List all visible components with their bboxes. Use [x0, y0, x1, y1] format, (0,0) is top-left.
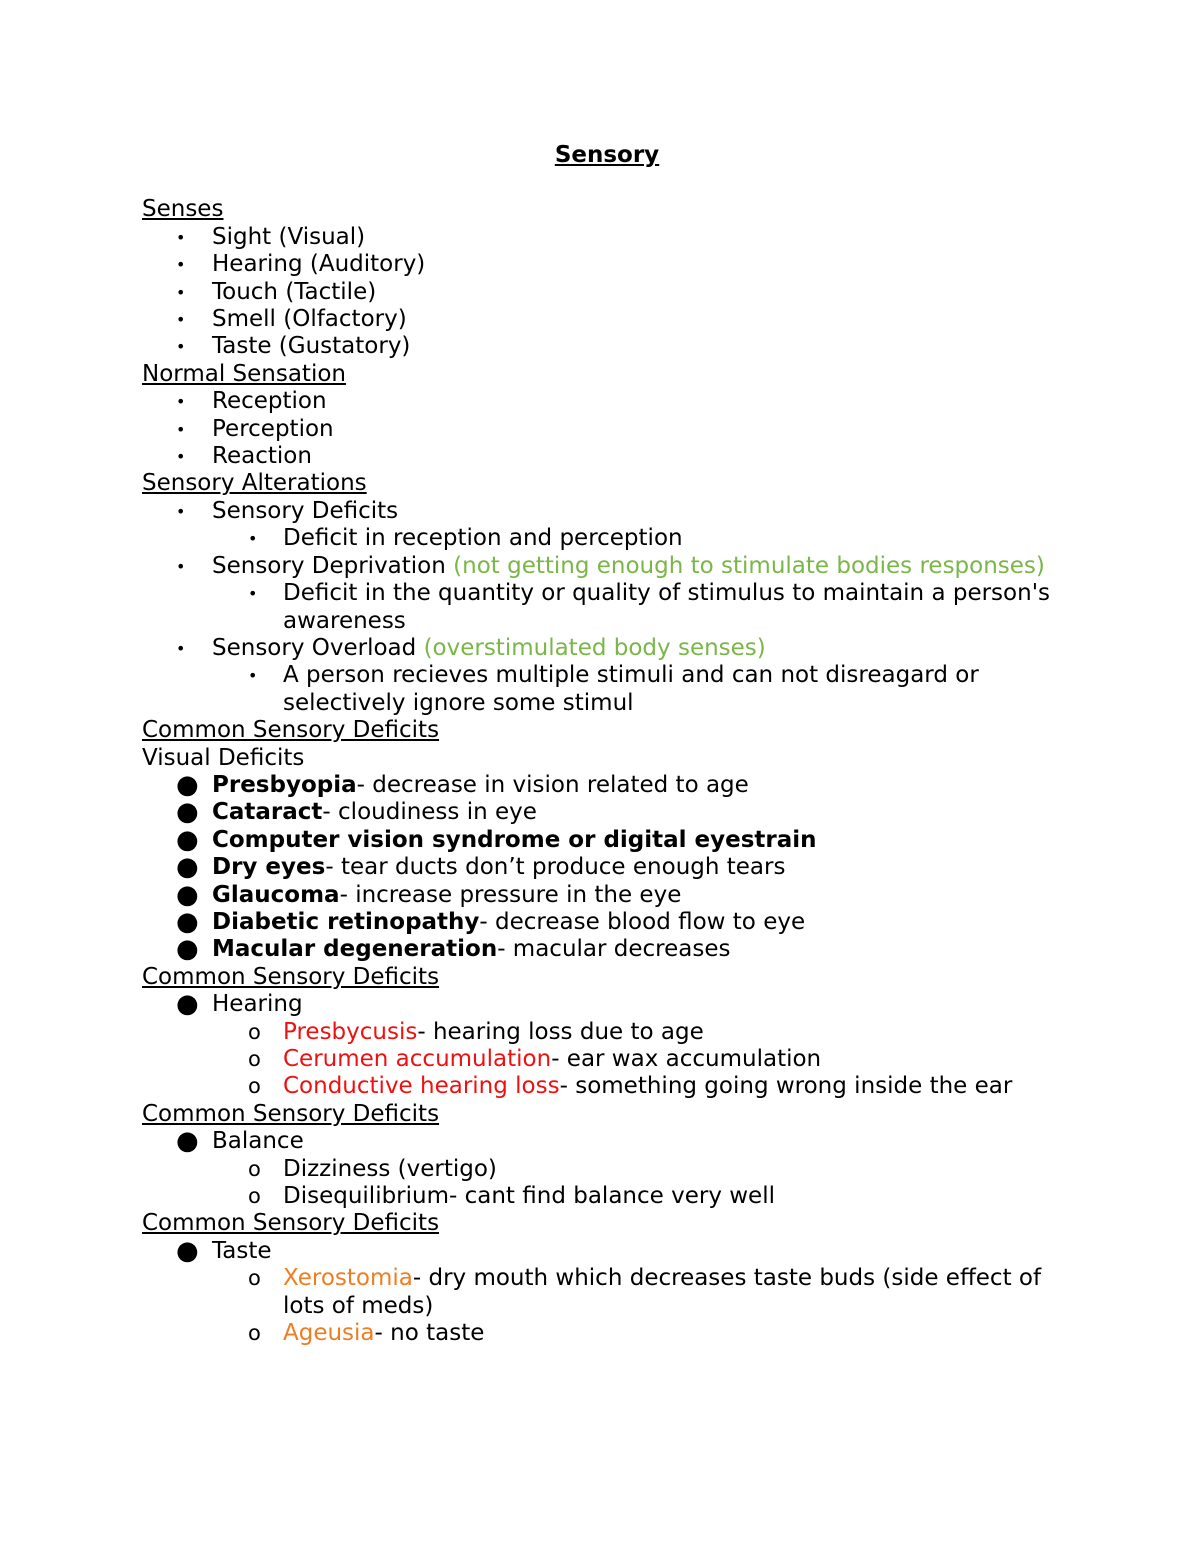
list-item: • Smell (Olfactory)	[176, 306, 407, 333]
bullet-icon: ●	[176, 989, 199, 1020]
document-body	[142, 142, 1072, 1347]
circle-bullet-icon: o	[248, 1074, 261, 1099]
list-item: ● Balance	[176, 1126, 304, 1157]
bullet-icon: ●	[176, 824, 199, 855]
bullet-icon: •	[176, 638, 186, 658]
list-item: o Presbycusis- hearing loss due to age	[248, 1018, 704, 1045]
list-item: ● Computer vision syndrome or digital eyestrain	[176, 824, 817, 855]
note-text: (not getting enough to stimulate bodies responses)	[453, 552, 1045, 579]
list-item: ● Presbyopia- decrease in vision related to age	[176, 769, 749, 800]
bullet-icon: ●	[176, 769, 199, 800]
list-item: o Conductive hearing loss- something going wrong inside the ear	[248, 1073, 1013, 1100]
list-item: • Sight (Visual)	[176, 223, 366, 250]
bullet-icon: •	[176, 556, 186, 576]
list-item: • Reaction	[176, 443, 312, 470]
list-item: • Hearing (Auditory)	[176, 251, 426, 278]
list-item: • Deficit in the quantity or quality of stimulus to maintain a person's awareness	[248, 580, 1050, 634]
bullet-icon: •	[176, 310, 186, 330]
list-item: ● Taste	[176, 1235, 272, 1266]
note-text: (overstimulated body senses)	[423, 634, 766, 661]
circle-bullet-icon: o	[248, 1184, 261, 1209]
list-item: • Perception	[176, 415, 334, 442]
list-item: o Dizziness (vertigo)	[248, 1155, 497, 1182]
visual-deficits-subheading: Visual Deficits	[142, 744, 305, 771]
list-item: o Cerumen accumulation- ear wax accumulation	[248, 1046, 822, 1072]
bullet-icon: •	[176, 337, 186, 357]
bullet-icon: ●	[176, 879, 199, 910]
list-item: o Disequilibrium- cant find balance very well	[248, 1183, 775, 1210]
circle-bullet-icon: o	[248, 1156, 261, 1181]
list-item: ● Dry eyes- tear ducts don’t produce enough tears	[176, 852, 786, 883]
list-item: ● Macular degeneration- macular decreases	[176, 934, 731, 965]
common-sensory-deficits-heading: Common Sensory Deficits	[142, 1100, 440, 1127]
list-item: ● Glaucoma- increase pressure in the eye	[176, 879, 682, 910]
list-item: ● Diabetic retinopathy- decrease blood flow to eye	[176, 906, 806, 937]
bullet-icon: •	[176, 501, 186, 521]
list-item: • A person recieves multiple stimuli and can not disreagard or selectively ignore some stimul	[248, 662, 979, 716]
bullet-icon: •	[176, 227, 186, 247]
bullet-icon: ●	[176, 906, 199, 937]
list-item: • Touch (Tactile)	[176, 278, 377, 305]
common-sensory-deficits-heading: Common Sensory Deficits	[142, 717, 440, 744]
bullet-icon: •	[248, 584, 258, 604]
list-item: • Sensory Deficits	[176, 497, 399, 524]
bullet-icon: •	[176, 255, 186, 275]
bullet-icon: ●	[176, 1235, 199, 1266]
list-item: ● Hearing	[176, 989, 303, 1020]
circle-bullet-icon: o	[248, 1266, 261, 1291]
list-item: • Taste (Gustatory)	[176, 333, 411, 360]
list-item: • Reception	[176, 388, 327, 415]
bullet-icon: •	[248, 666, 258, 686]
sensory-alterations-heading: Sensory Alterations	[142, 470, 367, 497]
list-item: ● Cataract- cloudiness in eye	[176, 797, 537, 828]
bullet-icon: ●	[176, 1126, 199, 1157]
bullet-icon: •	[248, 529, 258, 549]
list-item: o Ageusia- no taste	[248, 1320, 485, 1347]
circle-bullet-icon: o	[248, 1321, 261, 1346]
circle-bullet-icon: o	[248, 1047, 261, 1071]
list-item: o Xerostomia- dry mouth which decreases taste buds (side effect of lots of meds)	[248, 1265, 1042, 1319]
bullet-icon: •	[176, 419, 186, 439]
common-sensory-deficits-heading: Common Sensory Deficits	[142, 1210, 440, 1237]
bullet-icon: ●	[176, 852, 199, 883]
bullet-icon: ●	[176, 797, 199, 828]
bullet-icon: •	[176, 392, 186, 412]
list-item: • Sensory Overload (overstimulated body senses)	[176, 634, 766, 661]
common-sensory-deficits-heading: Common Sensory Deficits	[142, 963, 440, 990]
list-item: • Deficit in reception and perception	[248, 525, 683, 552]
bullet-icon: •	[176, 282, 186, 302]
list-item: • Sensory Deprivation (not getting enough to stimulate bodies responses)	[176, 552, 1045, 579]
circle-bullet-icon: o	[248, 1019, 261, 1044]
page-title: Sensory	[554, 142, 660, 168]
bullet-icon: •	[176, 447, 186, 467]
senses-heading: Senses	[142, 196, 224, 223]
bullet-icon: ●	[176, 934, 199, 965]
normal-sensation-heading: Normal Sensation	[142, 360, 346, 387]
